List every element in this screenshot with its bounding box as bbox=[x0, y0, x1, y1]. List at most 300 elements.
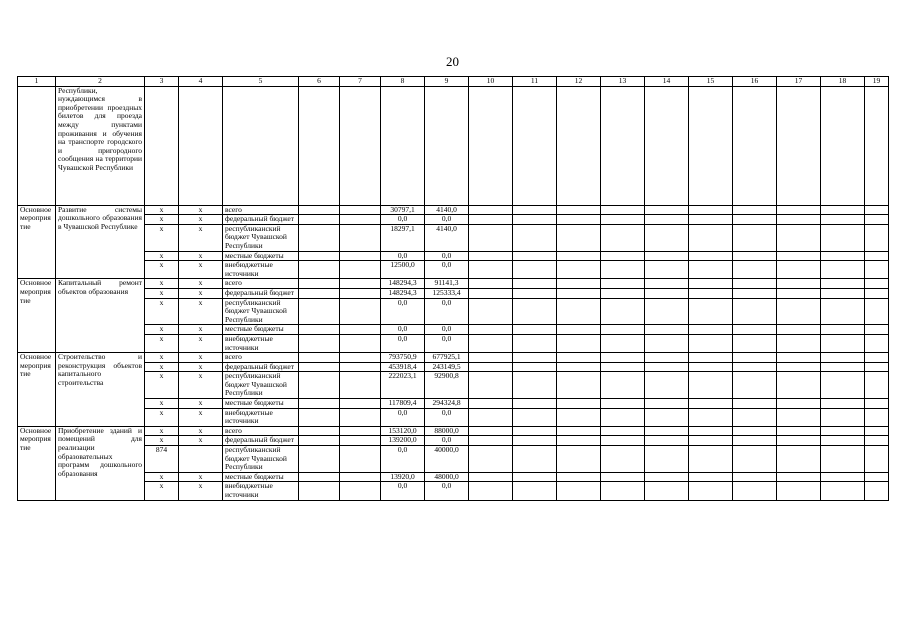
budget-table bbox=[17, 76, 889, 501]
code-cell-col-3: x bbox=[145, 224, 179, 251]
empty-cell-col-14 bbox=[645, 215, 689, 225]
empty-cell-col-10 bbox=[469, 215, 513, 225]
empty-cell-col-19 bbox=[865, 86, 889, 205]
value-cell-col-8: 139200,0 bbox=[381, 436, 425, 446]
empty-cell-col-14 bbox=[645, 426, 689, 436]
empty-cell-col-6 bbox=[299, 353, 340, 363]
column-header: 1 bbox=[18, 77, 56, 87]
empty-cell-col-6 bbox=[299, 205, 340, 215]
table-row bbox=[18, 215, 889, 225]
measure-name: Капитальный ремонт объектов образования bbox=[56, 279, 145, 353]
code-cell-col-4: x bbox=[179, 215, 223, 225]
empty-cell-col-16 bbox=[733, 472, 777, 482]
empty-cell-col-17 bbox=[777, 224, 821, 251]
empty-cell-col-12 bbox=[557, 325, 601, 335]
column-header: 4 bbox=[179, 77, 223, 87]
empty-cell-col-13 bbox=[601, 224, 645, 251]
empty-cell-col-16 bbox=[733, 298, 777, 325]
empty-cell-col-14 bbox=[645, 408, 689, 426]
empty-cell-col-6 bbox=[299, 399, 340, 409]
empty-cell-col-18 bbox=[821, 334, 865, 352]
value-cell-col-9: 294324,8 bbox=[425, 399, 469, 409]
empty-cell-col-6 bbox=[299, 408, 340, 426]
value-cell-col-9: 677925,1 bbox=[425, 353, 469, 363]
empty-cell-col-7 bbox=[340, 362, 381, 372]
code-cell-col-4: x bbox=[179, 482, 223, 500]
empty-cell-col-13 bbox=[601, 215, 645, 225]
code-cell-col-3: x bbox=[145, 353, 179, 363]
empty-cell-col-7 bbox=[340, 408, 381, 426]
empty-cell-col-19 bbox=[865, 325, 889, 335]
empty-cell-col-6 bbox=[299, 482, 340, 500]
empty-cell-col-11 bbox=[513, 482, 557, 500]
empty-cell-col-16 bbox=[733, 399, 777, 409]
column-header: 2 bbox=[56, 77, 145, 87]
code-cell-col-3: x bbox=[145, 251, 179, 261]
table-row bbox=[18, 426, 889, 436]
empty-cell-col-14 bbox=[645, 261, 689, 279]
measure-name: Строительство и реконструкция объектов капитального строительства bbox=[56, 353, 145, 427]
value-cell-col-8: 0,0 bbox=[381, 251, 425, 261]
empty-cell-col-13 bbox=[601, 251, 645, 261]
column-header: 17 bbox=[777, 77, 821, 87]
empty-cell-col-15 bbox=[689, 215, 733, 225]
empty-cell-col-16 bbox=[733, 362, 777, 372]
empty-cell-col-6 bbox=[299, 472, 340, 482]
value-cell-col-9: 125333,4 bbox=[425, 288, 469, 298]
empty-cell-col-18 bbox=[821, 372, 865, 399]
empty-cell-col-13 bbox=[601, 446, 645, 473]
empty-cell-col-14 bbox=[645, 353, 689, 363]
empty-cell-col-10 bbox=[469, 205, 513, 215]
empty-cell-col-15 bbox=[689, 408, 733, 426]
empty-cell-col-17 bbox=[777, 298, 821, 325]
empty-cell-col-10 bbox=[469, 251, 513, 261]
code-cell-col-4: x bbox=[179, 224, 223, 251]
value-cell-col-8: 0,0 bbox=[381, 446, 425, 473]
code-cell-col-4: x bbox=[179, 298, 223, 325]
funding-source: всего bbox=[223, 205, 299, 215]
empty-cell-col-11 bbox=[513, 436, 557, 446]
value-cell-col-9: 91141,3 bbox=[425, 279, 469, 289]
empty-cell-col-12 bbox=[557, 279, 601, 289]
empty-cell-col-18 bbox=[821, 205, 865, 215]
empty-cell-col-11 bbox=[513, 298, 557, 325]
empty-cell-col-12 bbox=[557, 353, 601, 363]
empty-cell-col-12 bbox=[557, 224, 601, 251]
empty-cell-col-16 bbox=[733, 288, 777, 298]
empty-cell-col-14 bbox=[645, 288, 689, 298]
continuation-text: Республики, нуждающимся в приобретении проездных билетов для проезда между пунктами проживания и обучения на транспорте городского и пригородного сообщения на территории Чувашской Республики bbox=[56, 86, 145, 205]
code-cell-col-4: x bbox=[179, 353, 223, 363]
empty-cell-col-18 bbox=[821, 224, 865, 251]
value-cell-col-8: 453918,4 bbox=[381, 362, 425, 372]
column-header: 18 bbox=[821, 77, 865, 87]
code-cell-col-3: x bbox=[145, 288, 179, 298]
code-cell-col-4: x bbox=[179, 426, 223, 436]
value-cell-col-9: 0,0 bbox=[425, 215, 469, 225]
empty-cell-col-10 bbox=[469, 362, 513, 372]
funding-source: местные бюджеты bbox=[223, 472, 299, 482]
empty-cell-col-16 bbox=[733, 261, 777, 279]
empty-cell-col-12 bbox=[557, 205, 601, 215]
value-cell-col-8: 148294,3 bbox=[381, 279, 425, 289]
value-cell-col-9: 4140,0 bbox=[425, 224, 469, 251]
column-header: 3 bbox=[145, 77, 179, 87]
empty-cell-col-16 bbox=[733, 215, 777, 225]
empty-cell-col-16 bbox=[733, 224, 777, 251]
empty-cell-col-16 bbox=[733, 426, 777, 436]
column-header: 19 bbox=[865, 77, 889, 87]
empty-cell-col-12 bbox=[557, 372, 601, 399]
value-cell-col-8: 12500,0 bbox=[381, 261, 425, 279]
empty-cell-col-18 bbox=[821, 215, 865, 225]
empty-cell-col-17 bbox=[777, 399, 821, 409]
empty-cell-col-16 bbox=[733, 372, 777, 399]
empty-cell-col-13 bbox=[601, 334, 645, 352]
empty-cell-col-10 bbox=[469, 279, 513, 289]
empty-cell-col-6 bbox=[299, 325, 340, 335]
empty-cell-col-18 bbox=[821, 408, 865, 426]
empty-cell-col-15 bbox=[689, 472, 733, 482]
empty-cell-col-16 bbox=[733, 482, 777, 500]
empty-cell-col-17 bbox=[777, 325, 821, 335]
empty-cell-col-17 bbox=[777, 426, 821, 436]
empty-cell-col-3 bbox=[145, 86, 179, 205]
code-cell-col-3: x bbox=[145, 482, 179, 500]
code-cell-col-3: x bbox=[145, 399, 179, 409]
funding-source: всего bbox=[223, 353, 299, 363]
funding-source: местные бюджеты bbox=[223, 399, 299, 409]
empty-cell-col-15 bbox=[689, 325, 733, 335]
empty-cell-col-16 bbox=[733, 251, 777, 261]
empty-cell-col-15 bbox=[689, 362, 733, 372]
value-cell-col-8: 0,0 bbox=[381, 325, 425, 335]
empty-cell-col-11 bbox=[513, 334, 557, 352]
value-cell-col-8: 30797,1 bbox=[381, 205, 425, 215]
empty-cell-col-12 bbox=[557, 482, 601, 500]
empty-cell-col-7 bbox=[340, 251, 381, 261]
empty-cell-col-13 bbox=[601, 426, 645, 436]
code-cell-col-3: x bbox=[145, 261, 179, 279]
empty-cell-col-13 bbox=[601, 279, 645, 289]
empty-cell-col-17 bbox=[777, 436, 821, 446]
column-header: 11 bbox=[513, 77, 557, 87]
table-row bbox=[18, 408, 889, 426]
empty-cell-col-10 bbox=[469, 288, 513, 298]
funding-source: всего bbox=[223, 426, 299, 436]
code-cell-col-3: x bbox=[145, 372, 179, 399]
value-cell-col-9: 48000,0 bbox=[425, 472, 469, 482]
empty-cell-col-14 bbox=[645, 399, 689, 409]
empty-cell-col-13 bbox=[601, 353, 645, 363]
empty-cell-col-15 bbox=[689, 261, 733, 279]
empty-cell-col-5 bbox=[223, 86, 299, 205]
empty-cell-col-19 bbox=[865, 353, 889, 363]
empty-cell-col-18 bbox=[821, 86, 865, 205]
empty-cell-col-6 bbox=[299, 446, 340, 473]
empty-cell-col-12 bbox=[557, 298, 601, 325]
code-cell-col-3: x bbox=[145, 325, 179, 335]
empty-cell-col-13 bbox=[601, 408, 645, 426]
empty-cell-col-14 bbox=[645, 334, 689, 352]
code-cell-col-3: x bbox=[145, 436, 179, 446]
empty-cell-col-11 bbox=[513, 279, 557, 289]
empty-cell-col-12 bbox=[557, 251, 601, 261]
empty-cell-col-15 bbox=[689, 482, 733, 500]
value-cell-col-8: 0,0 bbox=[381, 298, 425, 325]
empty-cell-col-19 bbox=[865, 261, 889, 279]
empty-cell-col-7 bbox=[340, 215, 381, 225]
empty-cell-col-18 bbox=[821, 436, 865, 446]
empty-cell-col-19 bbox=[865, 436, 889, 446]
funding-source: республиканский бюджет Чувашской Республики bbox=[223, 224, 299, 251]
empty-cell-col-6 bbox=[299, 436, 340, 446]
empty-cell-col-19 bbox=[865, 205, 889, 215]
empty-cell-col-14 bbox=[645, 86, 689, 205]
empty-cell-col-11 bbox=[513, 362, 557, 372]
empty-cell-col-17 bbox=[777, 86, 821, 205]
empty-cell-col-19 bbox=[865, 279, 889, 289]
empty-cell-col-19 bbox=[865, 408, 889, 426]
empty-cell-col-14 bbox=[645, 472, 689, 482]
empty-cell-col-15 bbox=[689, 426, 733, 436]
table-row bbox=[18, 372, 889, 399]
empty-cell-col-7 bbox=[340, 426, 381, 436]
table-row bbox=[18, 436, 889, 446]
empty-cell-col-18 bbox=[821, 251, 865, 261]
funding-source: федеральный бюджет bbox=[223, 362, 299, 372]
empty-cell-col-13 bbox=[601, 298, 645, 325]
empty-cell-col-6 bbox=[299, 86, 340, 205]
measure-type: Основное мероприятие bbox=[18, 426, 56, 500]
empty-cell-col-12 bbox=[557, 288, 601, 298]
funding-source: местные бюджеты bbox=[223, 325, 299, 335]
empty-cell-col-10 bbox=[469, 372, 513, 399]
empty-cell-col-6 bbox=[299, 224, 340, 251]
empty-cell-col-4 bbox=[179, 86, 223, 205]
empty-cell-col-6 bbox=[299, 215, 340, 225]
empty-cell-col-19 bbox=[865, 251, 889, 261]
column-header: 5 bbox=[223, 77, 299, 87]
value-cell-col-9: 0,0 bbox=[425, 482, 469, 500]
empty-cell-col-7 bbox=[340, 372, 381, 399]
empty-cell-col-7 bbox=[340, 334, 381, 352]
table-row bbox=[18, 298, 889, 325]
empty-cell-col-7 bbox=[340, 353, 381, 363]
empty-cell-col-15 bbox=[689, 205, 733, 215]
empty-cell-col-17 bbox=[777, 288, 821, 298]
code-cell-col-4 bbox=[179, 446, 223, 473]
empty-cell-col-10 bbox=[469, 408, 513, 426]
empty-cell-col-13 bbox=[601, 362, 645, 372]
empty-cell-col-15 bbox=[689, 86, 733, 205]
empty-cell-col-17 bbox=[777, 205, 821, 215]
empty-cell-col-19 bbox=[865, 372, 889, 399]
value-cell-col-8: 222023,1 bbox=[381, 372, 425, 399]
empty-cell-col-18 bbox=[821, 399, 865, 409]
empty-cell-col-10 bbox=[469, 482, 513, 500]
empty-cell-col-17 bbox=[777, 334, 821, 352]
funding-source: внебюджетные источники bbox=[223, 408, 299, 426]
code-cell-col-4: x bbox=[179, 261, 223, 279]
measure-type: Основное мероприятие bbox=[18, 279, 56, 353]
code-cell-col-4: x bbox=[179, 408, 223, 426]
empty-cell-col-15 bbox=[689, 279, 733, 289]
empty-cell-col-15 bbox=[689, 334, 733, 352]
empty-cell-col-10 bbox=[469, 426, 513, 436]
empty-cell-col-7 bbox=[340, 472, 381, 482]
empty-cell-col-19 bbox=[865, 224, 889, 251]
empty-cell-col-13 bbox=[601, 288, 645, 298]
empty-cell-col-12 bbox=[557, 408, 601, 426]
measure-type: Основное мероприятие bbox=[18, 353, 56, 427]
empty-cell-col-15 bbox=[689, 436, 733, 446]
empty-cell-col-18 bbox=[821, 353, 865, 363]
empty-cell-col-18 bbox=[821, 298, 865, 325]
value-cell-col-8: 18297,1 bbox=[381, 224, 425, 251]
empty-cell-col-12 bbox=[557, 472, 601, 482]
funding-source: местные бюджеты bbox=[223, 251, 299, 261]
empty-cell-col-15 bbox=[689, 251, 733, 261]
empty-cell-col-19 bbox=[865, 215, 889, 225]
empty-cell-col-7 bbox=[340, 261, 381, 279]
empty-cell-col-10 bbox=[469, 353, 513, 363]
code-cell-col-4: x bbox=[179, 205, 223, 215]
empty-cell-col-14 bbox=[645, 298, 689, 325]
empty-cell-col-11 bbox=[513, 353, 557, 363]
value-cell-col-8: 0,0 bbox=[381, 408, 425, 426]
value-cell-col-8: 13920,0 bbox=[381, 472, 425, 482]
column-header: 9 bbox=[425, 77, 469, 87]
value-cell-col-8: 0,0 bbox=[381, 334, 425, 352]
empty-cell-col-10 bbox=[469, 446, 513, 473]
empty-cell-col-16 bbox=[733, 436, 777, 446]
empty-cell-col-18 bbox=[821, 472, 865, 482]
value-cell-col-9: 0,0 bbox=[425, 325, 469, 335]
empty-cell-col-17 bbox=[777, 279, 821, 289]
measure-name: Приобретение зданий и помещений для реализации образовательных программ дошкольного образования bbox=[56, 426, 145, 500]
empty-cell-col-18 bbox=[821, 362, 865, 372]
empty-cell-col-12 bbox=[557, 215, 601, 225]
value-cell-col-9: 0,0 bbox=[425, 298, 469, 325]
empty-cell-col-10 bbox=[469, 261, 513, 279]
code-cell-col-3: 874 bbox=[145, 446, 179, 473]
empty-cell-col-11 bbox=[513, 408, 557, 426]
empty-cell-col-14 bbox=[645, 372, 689, 399]
empty-cell-col-8 bbox=[381, 86, 425, 205]
empty-cell-col-7 bbox=[340, 446, 381, 473]
table-row bbox=[18, 288, 889, 298]
empty-cell-col-10 bbox=[469, 472, 513, 482]
empty-cell-col-12 bbox=[557, 446, 601, 473]
empty-cell-col-11 bbox=[513, 472, 557, 482]
empty-cell-col-10 bbox=[469, 298, 513, 325]
empty-cell-col-6 bbox=[299, 288, 340, 298]
empty-cell-col-14 bbox=[645, 205, 689, 215]
empty-cell-col-17 bbox=[777, 408, 821, 426]
column-header: 14 bbox=[645, 77, 689, 87]
empty-cell-col-6 bbox=[299, 261, 340, 279]
empty-cell-col-17 bbox=[777, 353, 821, 363]
column-header: 16 bbox=[733, 77, 777, 87]
empty-cell-col-7 bbox=[340, 482, 381, 500]
table-row bbox=[18, 472, 889, 482]
empty-cell-col-7 bbox=[340, 224, 381, 251]
empty-cell-col-10 bbox=[469, 224, 513, 251]
empty-cell-col-19 bbox=[865, 334, 889, 352]
empty-cell-col-10 bbox=[469, 325, 513, 335]
value-cell-col-8: 148294,3 bbox=[381, 288, 425, 298]
empty-cell-col-18 bbox=[821, 288, 865, 298]
empty-cell-col-16 bbox=[733, 353, 777, 363]
value-cell-col-9: 40000,0 bbox=[425, 446, 469, 473]
empty-cell-col-9 bbox=[425, 86, 469, 205]
empty-cell-col-12 bbox=[557, 334, 601, 352]
funding-source: республиканский бюджет Чувашской Республики bbox=[223, 446, 299, 473]
code-cell-col-4: x bbox=[179, 436, 223, 446]
empty-cell-col-7 bbox=[340, 325, 381, 335]
empty-cell-col-16 bbox=[733, 334, 777, 352]
empty-cell-col-14 bbox=[645, 436, 689, 446]
empty-cell-col-11 bbox=[513, 261, 557, 279]
value-cell-col-9: 4140,0 bbox=[425, 205, 469, 215]
empty-cell-col-10 bbox=[469, 436, 513, 446]
empty-cell-col-10 bbox=[469, 86, 513, 205]
empty-cell-col-17 bbox=[777, 372, 821, 399]
empty-cell-col-6 bbox=[299, 334, 340, 352]
value-cell-col-9: 243149,5 bbox=[425, 362, 469, 372]
value-cell-col-8: 153120,0 bbox=[381, 426, 425, 436]
empty-cell-col-19 bbox=[865, 482, 889, 500]
empty-cell-col-14 bbox=[645, 482, 689, 500]
value-cell-col-8: 793750,9 bbox=[381, 353, 425, 363]
code-cell-col-4: x bbox=[179, 399, 223, 409]
empty-cell-col-18 bbox=[821, 261, 865, 279]
code-cell-col-3: x bbox=[145, 334, 179, 352]
empty-cell-col-17 bbox=[777, 261, 821, 279]
empty-cell-col-6 bbox=[299, 251, 340, 261]
empty-cell-col-15 bbox=[689, 399, 733, 409]
empty-cell-col-14 bbox=[645, 325, 689, 335]
empty-cell-col-17 bbox=[777, 215, 821, 225]
column-header: 12 bbox=[557, 77, 601, 87]
code-cell-col-4: x bbox=[179, 372, 223, 399]
empty-cell-col-19 bbox=[865, 298, 889, 325]
empty-cell-col-6 bbox=[299, 372, 340, 399]
empty-cell-col-14 bbox=[645, 251, 689, 261]
empty-cell-col-7 bbox=[340, 205, 381, 215]
value-cell-col-9: 92900,8 bbox=[425, 372, 469, 399]
column-header: 15 bbox=[689, 77, 733, 87]
value-cell-col-8: 117809,4 bbox=[381, 399, 425, 409]
empty-cell-col-18 bbox=[821, 279, 865, 289]
empty-cell-col-18 bbox=[821, 446, 865, 473]
measure-type: Основное мероприятие bbox=[18, 205, 56, 279]
table-row bbox=[18, 446, 889, 473]
empty-cell-col-16 bbox=[733, 446, 777, 473]
empty-cell-col-13 bbox=[601, 261, 645, 279]
table-row bbox=[18, 362, 889, 372]
empty-cell-col-11 bbox=[513, 372, 557, 399]
empty-cell-col-17 bbox=[777, 362, 821, 372]
code-cell-col-3: x bbox=[145, 426, 179, 436]
empty-cell-col-7 bbox=[340, 399, 381, 409]
page-number: 20 bbox=[446, 54, 459, 69]
empty-cell-col-17 bbox=[777, 472, 821, 482]
empty-cell-col-11 bbox=[513, 325, 557, 335]
empty-cell-col-6 bbox=[299, 298, 340, 325]
